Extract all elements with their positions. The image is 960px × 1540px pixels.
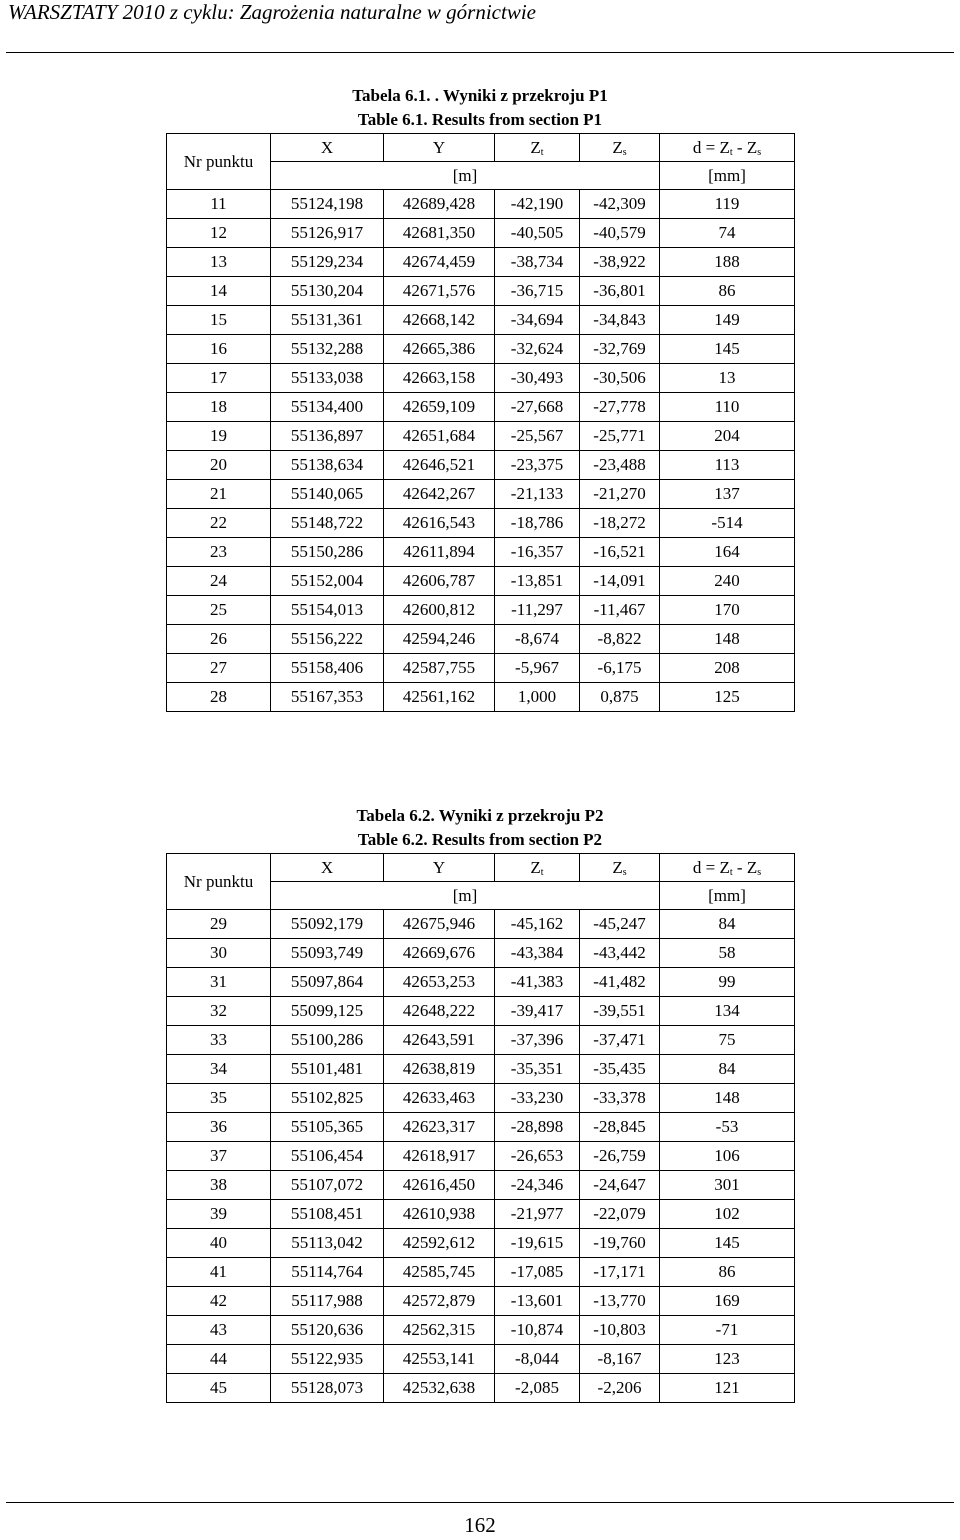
cell-zt: -39,417 bbox=[495, 997, 580, 1026]
cell-nr-punktu: 24 bbox=[167, 567, 271, 596]
cell-nr-punktu: 40 bbox=[167, 1229, 271, 1258]
cell-x: 55120,636 bbox=[271, 1316, 384, 1345]
table-row bbox=[167, 1345, 795, 1374]
table-row bbox=[167, 1026, 795, 1055]
cell-d: 240 bbox=[660, 567, 795, 596]
cell-zt: -35,351 bbox=[495, 1055, 580, 1084]
cell-nr-punktu: 38 bbox=[167, 1171, 271, 1200]
table-row bbox=[167, 306, 795, 335]
cell-zt: -36,715 bbox=[495, 277, 580, 306]
header-zs-main: Z bbox=[612, 137, 623, 157]
cell-x: 55167,353 bbox=[271, 683, 384, 712]
cell-d: 121 bbox=[660, 1374, 795, 1403]
cell-d: 204 bbox=[660, 422, 795, 451]
cell-d: 86 bbox=[660, 1258, 795, 1287]
table-row bbox=[167, 1084, 795, 1113]
cell-y: 42594,246 bbox=[384, 625, 495, 654]
cell-nr-punktu: 35 bbox=[167, 1084, 271, 1113]
cell-d: 99 bbox=[660, 968, 795, 997]
cell-x: 55107,072 bbox=[271, 1171, 384, 1200]
cell-y: 42616,450 bbox=[384, 1171, 495, 1200]
cell-nr-punktu: 11 bbox=[167, 190, 271, 219]
cell-zs: -41,482 bbox=[580, 968, 660, 997]
cell-zs: -11,467 bbox=[580, 596, 660, 625]
cell-y: 42643,591 bbox=[384, 1026, 495, 1055]
cell-zs: -22,079 bbox=[580, 1200, 660, 1229]
cell-x: 55133,038 bbox=[271, 364, 384, 393]
cell-nr-punktu: 32 bbox=[167, 997, 271, 1026]
cell-y: 42669,676 bbox=[384, 939, 495, 968]
table-row bbox=[167, 451, 795, 480]
cell-nr-punktu: 19 bbox=[167, 422, 271, 451]
cell-zt: -42,190 bbox=[495, 190, 580, 219]
cell-d: 13 bbox=[660, 364, 795, 393]
cell-x: 55122,935 bbox=[271, 1345, 384, 1374]
cell-zt: -2,085 bbox=[495, 1374, 580, 1403]
header-d-sub1: t bbox=[729, 146, 733, 158]
cell-d: 145 bbox=[660, 1229, 795, 1258]
cell-x: 55097,864 bbox=[271, 968, 384, 997]
cell-zs: -38,922 bbox=[580, 248, 660, 277]
cell-x: 55102,825 bbox=[271, 1084, 384, 1113]
cell-x: 55154,013 bbox=[271, 596, 384, 625]
cell-y: 42638,819 bbox=[384, 1055, 495, 1084]
cell-nr-punktu: 16 bbox=[167, 335, 271, 364]
cell-zt: 1,000 bbox=[495, 683, 580, 712]
cell-zt: -37,396 bbox=[495, 1026, 580, 1055]
cell-y: 42600,812 bbox=[384, 596, 495, 625]
cell-x: 55150,286 bbox=[271, 538, 384, 567]
table-row bbox=[167, 968, 795, 997]
cell-nr-punktu: 27 bbox=[167, 654, 271, 683]
cell-y: 42623,317 bbox=[384, 1113, 495, 1142]
cell-zs: -18,272 bbox=[580, 509, 660, 538]
cell-zs: -40,579 bbox=[580, 219, 660, 248]
cell-zs: -32,769 bbox=[580, 335, 660, 364]
cell-y: 42689,428 bbox=[384, 190, 495, 219]
cell-zt: -23,375 bbox=[495, 451, 580, 480]
unit-millimeters: [mm] bbox=[660, 162, 795, 190]
cell-x: 55124,198 bbox=[271, 190, 384, 219]
table-row bbox=[167, 509, 795, 538]
cell-zt: -38,734 bbox=[495, 248, 580, 277]
cell-x: 55128,073 bbox=[271, 1374, 384, 1403]
table-row bbox=[167, 480, 795, 509]
cell-y: 42618,917 bbox=[384, 1142, 495, 1171]
cell-zt: -18,786 bbox=[495, 509, 580, 538]
table-row bbox=[167, 1287, 795, 1316]
cell-zt: -16,357 bbox=[495, 538, 580, 567]
header-zt-main: Z bbox=[530, 857, 541, 877]
table-row bbox=[167, 364, 795, 393]
cell-nr-punktu: 28 bbox=[167, 683, 271, 712]
cell-d: 134 bbox=[660, 997, 795, 1026]
header-zt-sub: t bbox=[540, 866, 544, 878]
cell-y: 42592,612 bbox=[384, 1229, 495, 1258]
cell-zt: -19,615 bbox=[495, 1229, 580, 1258]
cell-x: 55106,454 bbox=[271, 1142, 384, 1171]
header-zt-sub: t bbox=[540, 146, 544, 158]
table-row bbox=[167, 1142, 795, 1171]
cell-zt: -34,694 bbox=[495, 306, 580, 335]
cell-nr-punktu: 36 bbox=[167, 1113, 271, 1142]
cell-zs: -17,171 bbox=[580, 1258, 660, 1287]
cell-zt: -40,505 bbox=[495, 219, 580, 248]
cell-zt: -26,653 bbox=[495, 1142, 580, 1171]
cell-zs: -27,778 bbox=[580, 393, 660, 422]
header-zs-sub: s bbox=[622, 146, 627, 158]
cell-zt: -25,567 bbox=[495, 422, 580, 451]
cell-nr-punktu: 29 bbox=[167, 910, 271, 939]
cell-nr-punktu: 26 bbox=[167, 625, 271, 654]
header-zt bbox=[495, 134, 580, 162]
cell-zs: 0,875 bbox=[580, 683, 660, 712]
table-row bbox=[167, 567, 795, 596]
table-row bbox=[167, 1055, 795, 1084]
header-zt bbox=[495, 854, 580, 882]
header-nr-punktu: Nr punktu bbox=[167, 134, 271, 190]
cell-zt: -8,044 bbox=[495, 1345, 580, 1374]
cell-nr-punktu: 15 bbox=[167, 306, 271, 335]
cell-y: 42642,267 bbox=[384, 480, 495, 509]
cell-nr-punktu: 31 bbox=[167, 968, 271, 997]
header-y: Y bbox=[384, 134, 495, 162]
cell-zs: -36,801 bbox=[580, 277, 660, 306]
cell-zs: -6,175 bbox=[580, 654, 660, 683]
cell-x: 55158,406 bbox=[271, 654, 384, 683]
cell-x: 55140,065 bbox=[271, 480, 384, 509]
cell-y: 42681,350 bbox=[384, 219, 495, 248]
cell-zs: -34,843 bbox=[580, 306, 660, 335]
cell-d: 137 bbox=[660, 480, 795, 509]
header-zs-sub: s bbox=[622, 866, 627, 878]
cell-nr-punktu: 22 bbox=[167, 509, 271, 538]
cell-x: 55114,764 bbox=[271, 1258, 384, 1287]
header-zs-main: Z bbox=[612, 857, 623, 877]
cell-zs: -19,760 bbox=[580, 1229, 660, 1258]
unit-meters: [m] bbox=[271, 882, 660, 910]
cell-nr-punktu: 41 bbox=[167, 1258, 271, 1287]
cell-zt: -5,967 bbox=[495, 654, 580, 683]
cell-d: 113 bbox=[660, 451, 795, 480]
table-header-row bbox=[167, 854, 795, 882]
cell-d: 106 bbox=[660, 1142, 795, 1171]
cell-zt: -28,898 bbox=[495, 1113, 580, 1142]
table-row bbox=[167, 625, 795, 654]
cell-x: 55113,042 bbox=[271, 1229, 384, 1258]
table-1-caption bbox=[166, 84, 794, 132]
cell-x: 55129,234 bbox=[271, 248, 384, 277]
cell-d: 301 bbox=[660, 1171, 795, 1200]
cell-zt: -17,085 bbox=[495, 1258, 580, 1287]
cell-zs: -21,270 bbox=[580, 480, 660, 509]
cell-zs: -45,247 bbox=[580, 910, 660, 939]
cell-x: 55105,365 bbox=[271, 1113, 384, 1142]
cell-zt: -30,493 bbox=[495, 364, 580, 393]
header-zt-main: Z bbox=[530, 137, 541, 157]
cell-x: 55126,917 bbox=[271, 219, 384, 248]
cell-d: 125 bbox=[660, 683, 795, 712]
header-d-prefix: d = Z bbox=[692, 857, 730, 877]
cell-zt: -45,162 bbox=[495, 910, 580, 939]
cell-nr-punktu: 43 bbox=[167, 1316, 271, 1345]
table-row bbox=[167, 277, 795, 306]
cell-nr-punktu: 17 bbox=[167, 364, 271, 393]
cell-y: 42606,787 bbox=[384, 567, 495, 596]
header-d-sub2: s bbox=[757, 866, 762, 878]
cell-zs: -33,378 bbox=[580, 1084, 660, 1113]
cell-d: 169 bbox=[660, 1287, 795, 1316]
cell-x: 55108,451 bbox=[271, 1200, 384, 1229]
cell-y: 42633,463 bbox=[384, 1084, 495, 1113]
table-row bbox=[167, 1229, 795, 1258]
cell-y: 42611,894 bbox=[384, 538, 495, 567]
cell-zs: -8,822 bbox=[580, 625, 660, 654]
header-d-sub1: t bbox=[729, 866, 733, 878]
running-header: WARSZTATY 2010 z cyklu: Zagrożenia naturalne w górnictwie bbox=[8, 0, 536, 24]
cell-zt: -21,977 bbox=[495, 1200, 580, 1229]
cell-zt: -32,624 bbox=[495, 335, 580, 364]
table-row bbox=[167, 654, 795, 683]
cell-d: 84 bbox=[660, 1055, 795, 1084]
page-number: 162 bbox=[464, 1513, 496, 1537]
cell-y: 42532,638 bbox=[384, 1374, 495, 1403]
cell-zs: -37,471 bbox=[580, 1026, 660, 1055]
table-row bbox=[167, 248, 795, 277]
table-1-body bbox=[167, 190, 795, 712]
results-table-p1 bbox=[166, 133, 795, 712]
cell-zt: -41,383 bbox=[495, 968, 580, 997]
table-2-caption-pl: Tabela 6.2. Wyniki z przekroju P2 bbox=[356, 806, 604, 825]
cell-y: 42553,141 bbox=[384, 1345, 495, 1374]
cell-zt: -13,601 bbox=[495, 1287, 580, 1316]
cell-zs: -42,309 bbox=[580, 190, 660, 219]
cell-nr-punktu: 44 bbox=[167, 1345, 271, 1374]
cell-d: 86 bbox=[660, 277, 795, 306]
table-row bbox=[167, 683, 795, 712]
cell-nr-punktu: 39 bbox=[167, 1200, 271, 1229]
cell-x: 55152,004 bbox=[271, 567, 384, 596]
cell-y: 42668,142 bbox=[384, 306, 495, 335]
cell-nr-punktu: 14 bbox=[167, 277, 271, 306]
cell-x: 55117,988 bbox=[271, 1287, 384, 1316]
cell-x: 55100,286 bbox=[271, 1026, 384, 1055]
cell-y: 42659,109 bbox=[384, 393, 495, 422]
cell-y: 42651,684 bbox=[384, 422, 495, 451]
table-row bbox=[167, 335, 795, 364]
header-d-mid: - Z bbox=[732, 137, 758, 157]
cell-x: 55132,288 bbox=[271, 335, 384, 364]
cell-d: 74 bbox=[660, 219, 795, 248]
cell-nr-punktu: 12 bbox=[167, 219, 271, 248]
table-2-caption-en: Table 6.2. Results from section P2 bbox=[357, 830, 603, 849]
cell-y: 42653,253 bbox=[384, 968, 495, 997]
cell-d: 123 bbox=[660, 1345, 795, 1374]
cell-y: 42671,576 bbox=[384, 277, 495, 306]
cell-zt: -33,230 bbox=[495, 1084, 580, 1113]
header-zs bbox=[580, 134, 660, 162]
cell-zt: -10,874 bbox=[495, 1316, 580, 1345]
table-1-caption-en: Table 6.1. Results from section P1 bbox=[357, 110, 603, 129]
cell-d: 75 bbox=[660, 1026, 795, 1055]
cell-zs: -13,770 bbox=[580, 1287, 660, 1316]
header-d-mid: - Z bbox=[732, 857, 758, 877]
table-row bbox=[167, 393, 795, 422]
cell-zt: -21,133 bbox=[495, 480, 580, 509]
cell-zt: -27,668 bbox=[495, 393, 580, 422]
cell-y: 42585,745 bbox=[384, 1258, 495, 1287]
cell-zs: -25,771 bbox=[580, 422, 660, 451]
unit-millimeters: [mm] bbox=[660, 882, 795, 910]
cell-y: 42572,879 bbox=[384, 1287, 495, 1316]
table-row bbox=[167, 997, 795, 1026]
header-d-prefix: d = Z bbox=[692, 137, 730, 157]
footer-rule bbox=[6, 1502, 954, 1503]
cell-x: 55148,722 bbox=[271, 509, 384, 538]
cell-y: 42561,162 bbox=[384, 683, 495, 712]
cell-d: 188 bbox=[660, 248, 795, 277]
cell-zs: -24,647 bbox=[580, 1171, 660, 1200]
cell-zs: -43,442 bbox=[580, 939, 660, 968]
cell-zs: -35,435 bbox=[580, 1055, 660, 1084]
cell-d: 164 bbox=[660, 538, 795, 567]
cell-y: 42610,938 bbox=[384, 1200, 495, 1229]
cell-zs: -8,167 bbox=[580, 1345, 660, 1374]
table-row bbox=[167, 1316, 795, 1345]
cell-y: 42646,521 bbox=[384, 451, 495, 480]
cell-nr-punktu: 37 bbox=[167, 1142, 271, 1171]
cell-d: 170 bbox=[660, 596, 795, 625]
table-row bbox=[167, 190, 795, 219]
unit-meters: [m] bbox=[271, 162, 660, 190]
cell-x: 55101,481 bbox=[271, 1055, 384, 1084]
cell-nr-punktu: 21 bbox=[167, 480, 271, 509]
cell-d: 58 bbox=[660, 939, 795, 968]
cell-nr-punktu: 34 bbox=[167, 1055, 271, 1084]
results-table-p2 bbox=[166, 853, 795, 1403]
table-1-caption-pl: Tabela 6.1. . Wyniki z przekroju P1 bbox=[352, 86, 608, 105]
cell-zs: -30,506 bbox=[580, 364, 660, 393]
cell-zt: -11,297 bbox=[495, 596, 580, 625]
header-zs bbox=[580, 854, 660, 882]
table-row bbox=[167, 1374, 795, 1403]
cell-d: 110 bbox=[660, 393, 795, 422]
cell-y: 42674,459 bbox=[384, 248, 495, 277]
cell-nr-punktu: 20 bbox=[167, 451, 271, 480]
cell-y: 42562,315 bbox=[384, 1316, 495, 1345]
cell-zs: -2,206 bbox=[580, 1374, 660, 1403]
header-nr-punktu: Nr punktu bbox=[167, 854, 271, 910]
cell-zs: -26,759 bbox=[580, 1142, 660, 1171]
cell-zs: -16,521 bbox=[580, 538, 660, 567]
table-row bbox=[167, 1258, 795, 1287]
cell-x: 55092,179 bbox=[271, 910, 384, 939]
table-row bbox=[167, 596, 795, 625]
cell-nr-punktu: 45 bbox=[167, 1374, 271, 1403]
cell-d: 145 bbox=[660, 335, 795, 364]
header-d bbox=[660, 854, 795, 882]
table-row bbox=[167, 422, 795, 451]
cell-x: 55138,634 bbox=[271, 451, 384, 480]
cell-zs: -28,845 bbox=[580, 1113, 660, 1142]
header-d-sub2: s bbox=[757, 146, 762, 158]
cell-zs: -14,091 bbox=[580, 567, 660, 596]
table-row bbox=[167, 538, 795, 567]
table-row bbox=[167, 219, 795, 248]
cell-x: 55136,897 bbox=[271, 422, 384, 451]
cell-d: -514 bbox=[660, 509, 795, 538]
header-rule bbox=[6, 52, 954, 53]
table-2-caption bbox=[166, 804, 794, 852]
cell-zs: -39,551 bbox=[580, 997, 660, 1026]
cell-zt: -24,346 bbox=[495, 1171, 580, 1200]
cell-nr-punktu: 42 bbox=[167, 1287, 271, 1316]
cell-y: 42616,543 bbox=[384, 509, 495, 538]
cell-x: 55093,749 bbox=[271, 939, 384, 968]
cell-d: 208 bbox=[660, 654, 795, 683]
cell-x: 55156,222 bbox=[271, 625, 384, 654]
table-2-body bbox=[167, 910, 795, 1403]
cell-d: 149 bbox=[660, 306, 795, 335]
header-x: X bbox=[271, 854, 384, 882]
cell-nr-punktu: 30 bbox=[167, 939, 271, 968]
cell-y: 42665,386 bbox=[384, 335, 495, 364]
cell-x: 55131,361 bbox=[271, 306, 384, 335]
cell-d: 84 bbox=[660, 910, 795, 939]
cell-nr-punktu: 13 bbox=[167, 248, 271, 277]
table-row bbox=[167, 939, 795, 968]
cell-d: -53 bbox=[660, 1113, 795, 1142]
cell-y: 42587,755 bbox=[384, 654, 495, 683]
cell-zt: -13,851 bbox=[495, 567, 580, 596]
cell-x: 55099,125 bbox=[271, 997, 384, 1026]
cell-zs: -23,488 bbox=[580, 451, 660, 480]
table-row bbox=[167, 1200, 795, 1229]
header-d bbox=[660, 134, 795, 162]
cell-zs: -10,803 bbox=[580, 1316, 660, 1345]
cell-zt: -43,384 bbox=[495, 939, 580, 968]
cell-y: 42675,946 bbox=[384, 910, 495, 939]
cell-nr-punktu: 33 bbox=[167, 1026, 271, 1055]
cell-d: 119 bbox=[660, 190, 795, 219]
table-row bbox=[167, 1113, 795, 1142]
table-header-row bbox=[167, 134, 795, 162]
cell-y: 42648,222 bbox=[384, 997, 495, 1026]
cell-nr-punktu: 23 bbox=[167, 538, 271, 567]
cell-nr-punktu: 18 bbox=[167, 393, 271, 422]
table-row bbox=[167, 1171, 795, 1200]
header-x: X bbox=[271, 134, 384, 162]
cell-x: 55130,204 bbox=[271, 277, 384, 306]
cell-d: -71 bbox=[660, 1316, 795, 1345]
cell-nr-punktu: 25 bbox=[167, 596, 271, 625]
cell-y: 42663,158 bbox=[384, 364, 495, 393]
table-row bbox=[167, 910, 795, 939]
header-y: Y bbox=[384, 854, 495, 882]
cell-d: 148 bbox=[660, 1084, 795, 1113]
cell-x: 55134,400 bbox=[271, 393, 384, 422]
cell-zt: -8,674 bbox=[495, 625, 580, 654]
cell-d: 148 bbox=[660, 625, 795, 654]
cell-d: 102 bbox=[660, 1200, 795, 1229]
